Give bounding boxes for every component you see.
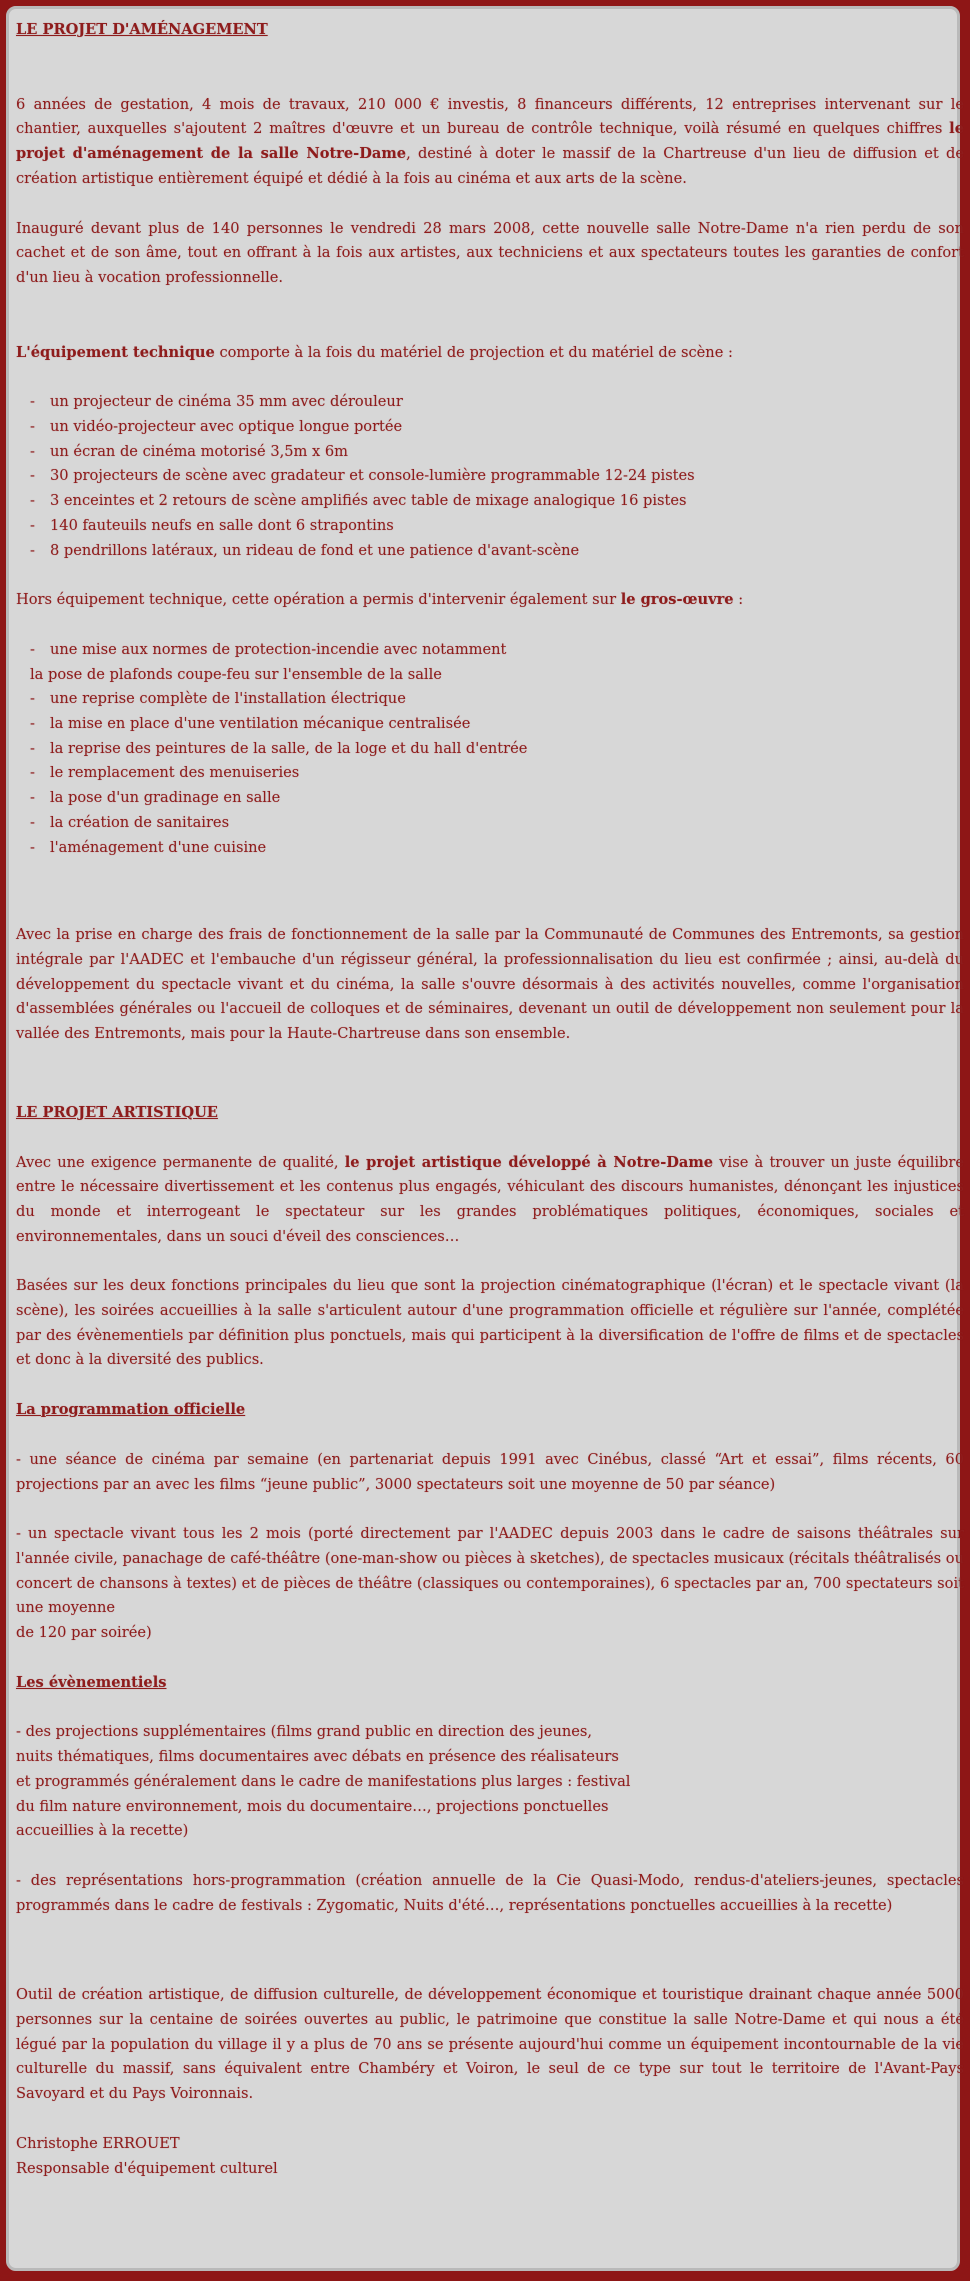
events-line: accueillies à la recette) (16, 1822, 189, 1840)
list-item: - un écran de cinéma motorisé 3,5m x 6m (30, 442, 348, 460)
events-heading: Les évènementiels (16, 1673, 167, 1691)
events-line: et programmés généralement dans le cadre de manifestations plus larges : festival (16, 1772, 631, 1790)
list-item: - la mise en place d'une ventilation mécanique centralisée (30, 715, 471, 733)
artistic-paragraph-2: Basées sur les deux fonctions principales du lieu que sont la projection cinématographique (l'écran) et le spectacle vivant (la scène), les soirées accueillies à la salle s'articulent autour d'une programmation officielle et régulière sur l'année, complétée par des évènementiels par définition plus ponctuels, mais qui participent à la diversification de l'offre de films et de spectacles et donc à la diversité des publics. (16, 1277, 964, 1369)
list-item: - la pose d'un gradinage en salle (30, 789, 281, 807)
document-frame (4, 4, 962, 2273)
list-item-continuation: la pose de plafonds coupe-feu sur l'ensemble de la salle (30, 665, 442, 683)
list-item: - une reprise complète de l'installation électrique (30, 690, 406, 708)
document-content (16, 18, 964, 2181)
list-item: - la reprise des peintures de la salle, de la loge et du hall d'entrée (30, 739, 528, 757)
events-shows: - des représentations hors-programmation (création annuelle de la Cie Quasi-Modo, rendus-d'ateliers-jeunes, spectacles programmés dans le cadre de festivals : Zygomatic, Nuits d'été…, représentations ponctuelles accueillies à la recette) (16, 1871, 964, 1914)
funding-paragraph: Avec la prise en charge des frais de fonctionnement de la salle par la Communauté de Communes des Entremonts, sa gestion intégrale par l'AADEC et l'embauche d'un régisseur général, la professionnalisation du lieu est confirmée ; ainsi, au-delà du développement du spectacle vivant et du cinéma, la salle s'ouvre désormais à des activités nouvelles, comme l'organisation d'assemblées générales ou l'accueil de colloques et de séminaires, devenant un outil de développement non seulement pour la vallée des Entremonts, mais pour la Haute-Chartreuse dans son ensemble. (16, 926, 964, 1043)
amenagement-intro: 6 années de gestation, 4 mois de travaux, 210 000 € investis, 8 financeurs différents, 12 entreprises intervenant sur le chantier, auxquelles s'ajoutent 2 maîtres d'œuvre et un bureau de contrôle technique, voilà résumé en quelques chiffres le projet d'aménagement de la salle Notre-Dame, destiné à doter le massif de la Chartreuse d'un lieu de diffusion et de création artistique entièrement équipé et dédié à la fois au cinéma et aux arts de la scène. (16, 95, 964, 187)
inauguration-paragraph: Inauguré devant plus de 140 personnes le vendredi 28 mars 2008, cette nouvelle salle Notre-Dame n'a rien perdu de son cachet et de son âme, tout en offrant à la fois aux artistes, aux techniciens et aux spectateurs toutes les garanties de confort d'un lieu à vocation professionnelle. (16, 219, 964, 286)
list-item: - 3 enceintes et 2 retours de scène amplifiés avec table de mixage analogique 16 pistes (30, 492, 687, 510)
artistic-paragraph-1: Avec une exigence permanente de qualité, le projet artistique développé à Notre-Dame vise à trouver un juste équilibre entre le nécessaire divertissement et les contenus plus engagés, véhiculant des discours humanistes, dénonçant les injustices du monde et interrogeant le spectateur sur les grandes problématiques politiques, économiques, sociales et environnementales, dans un souci d'éveil des consciences… (16, 1153, 964, 1245)
list-item: - 30 projecteurs de scène avec gradateur et console-lumière programmable 12-24 pistes (30, 467, 695, 485)
events-line: du film nature environnement, mois du documentaire…, projections ponctuelles (16, 1797, 609, 1815)
works-intro: Hors équipement technique, cette opération a permis d'intervenir également sur le gros-œuvre : (16, 591, 744, 609)
events-line: - des projections supplémentaires (films grand public en direction des jeunes, (16, 1723, 593, 1741)
section-heading-amenagement: LE PROJET D'AMÉNAGEMENT (16, 21, 268, 38)
events-line: nuits thématiques, films documentaires avec débats en présence des réalisateurs (16, 1748, 619, 1766)
official-cinema: - une séance de cinéma par semaine (en partenariat depuis 1991 avec Cinébus, classé “Art et essai”, films récents, 60 projections par an avec les films “jeune public”, 3000 spectateurs soit une moyenne de 50 par séance) (16, 1450, 964, 1493)
section-heading-artistique: LE PROJET ARTISTIQUE (16, 1103, 218, 1121)
conclusion-paragraph: Outil de création artistique, de diffusion culturelle, de développement économique et touristique drainant chaque année 5000 personnes sur la centaine de soirées ouvertes au public, le patrimoine que constitue la salle Notre-Dame et qui nous a été légué par la population du village il y a plus de 70 ans se présente aujourd'hui comme un équipement incontournable de la vie culturelle du massif, sans équivalent entre Chambéry et Voiron, le seul de ce type sur tout le territoire de l'Avant-Pays Savoyard et du Pays Voironnais. (16, 1986, 964, 2103)
list-item: - l'aménagement d'une cuisine (30, 838, 267, 856)
list-item: - un projecteur de cinéma 35 mm avec dérouleur (30, 393, 403, 411)
list-item: - 140 fauteuils neufs en salle dont 6 strapontins (30, 516, 394, 534)
equipment-list (16, 390, 964, 563)
works-list (16, 638, 964, 860)
list-item: - un vidéo-projecteur avec optique longue portée (30, 418, 403, 436)
events-projections (16, 1720, 964, 1844)
signature-name: Christophe ERROUET (16, 2134, 180, 2152)
official-programming-heading: La programmation officielle (16, 1401, 246, 1419)
official-show-end: de 120 par soirée) (16, 1624, 152, 1642)
list-item: - le remplacement des menuiseries (30, 764, 300, 782)
official-show: - un spectacle vivant tous les 2 mois (porté directement par l'AADEC depuis 2003 dans le cadre de saisons théâtrales sur l'année civile, panachage de café-théâtre (one-man-show ou pièces à sketches), de spectacles musicaux (récitals théâtralisés ou concert de chansons à textes) et de pièces de théâtre (classiques ou contemporaines), 6 spectacles par an, 700 spectateurs soit une moyenne (16, 1525, 964, 1617)
list-item: - 8 pendrillons latéraux, un rideau de fond et une patience d'avant-scène (30, 541, 580, 559)
equipment-intro: L'équipement technique comporte à la fois du matériel de projection et du matériel de scène : (16, 343, 733, 361)
list-item: - la création de sanitaires (30, 813, 230, 831)
list-item: - une mise aux normes de protection-incendie avec notamment (30, 640, 507, 658)
signature-role: Responsable d'équipement culturel (16, 2159, 278, 2177)
